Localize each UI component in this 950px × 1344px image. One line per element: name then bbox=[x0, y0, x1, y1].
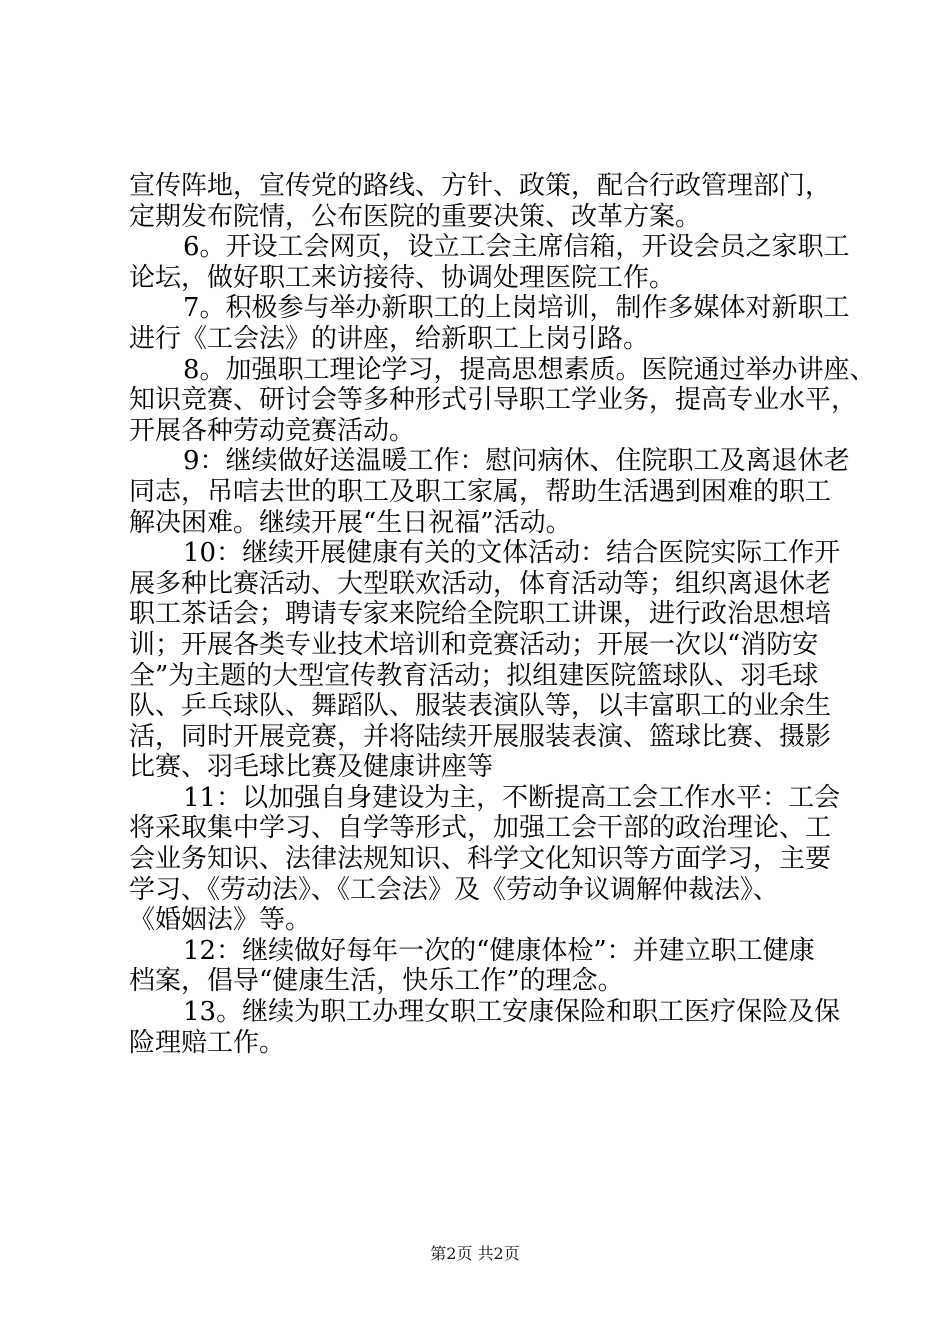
paragraph bbox=[129, 232, 850, 293]
text-line: 会业务知识、法律法规知识、科学文化知识等方面学习，主要 bbox=[129, 844, 832, 875]
text-line: 档案，倡导“健康生活，快乐工作”的理念。 bbox=[129, 966, 624, 997]
text-line: 队、乒乓球队、舞蹈队、服装表演队等，以丰富职工的业余生 bbox=[129, 691, 832, 722]
text-line: 训；开展各类专业技术培训和竞赛活动；开展一次以“消防安 bbox=[129, 629, 819, 660]
text-line: 全”为主题的大型宣传教育活动；拟组建医院篮球队、羽毛球 bbox=[129, 660, 819, 691]
paragraph bbox=[129, 538, 841, 783]
paragraph bbox=[129, 782, 841, 936]
paragraph bbox=[129, 997, 841, 1058]
paragraph bbox=[129, 936, 829, 997]
document-body bbox=[129, 171, 876, 1058]
text-line: 开展各种劳动竞赛活动。 bbox=[129, 415, 416, 446]
text-line: 10：继续开展健康有关的文体活动：结合医院实际工作开 bbox=[183, 538, 841, 569]
text-line: 8。加强职工理论学习，提高思想素质。医院通过举办讲座、 bbox=[183, 354, 876, 385]
text-line: 险理赔工作。 bbox=[129, 1027, 286, 1058]
text-line: 9：继续做好送温暖工作：慰问病休、住院职工及离退休老 bbox=[183, 446, 850, 477]
text-line: 活，同时开展竞赛，并将陆续开展服装表演、篮球比赛、摄影 bbox=[129, 721, 832, 752]
text-line: 11：以加强自身建设为主，不断提高工会工作水平：工会 bbox=[183, 782, 841, 813]
text-line: 7。积极参与举办新职工的上岗培训，制作多媒体对新职工 bbox=[183, 293, 850, 324]
text-line: 学习、《劳动法》、《工会法》及《劳动争议调解仲裁法》、 bbox=[129, 874, 780, 905]
text-line: 职工茶话会；聘请专家来院给全院职工讲课，进行政治思想培 bbox=[129, 599, 832, 630]
text-line: 解决困难。继续开展“生日祝福”活动。 bbox=[129, 507, 572, 538]
text-line: 展多种比赛活动、大型联欢活动，体育活动等；组织离退休老 bbox=[129, 568, 832, 599]
text-line: 定期发布院情，公布医院的重要决策、改革方案。 bbox=[129, 201, 702, 232]
paragraph bbox=[129, 293, 850, 354]
text-line: 比赛、羽毛球比赛及健康讲座等 bbox=[129, 752, 494, 783]
text-line: 6。开设工会网页，设立工会主席信箱，开设会员之家职工 bbox=[183, 232, 850, 263]
paragraph bbox=[129, 354, 876, 447]
text-line: 《婚姻法》等。 bbox=[129, 905, 312, 936]
text-line: 将采取集中学习、自学等形式，加强工会干部的政治理论、工 bbox=[129, 813, 832, 844]
text-line: 12：继续做好每年一次的“健康体检”：并建立职工健康 bbox=[183, 935, 815, 966]
text-line: 13。继续为职工办理女职工安康保险和职工医疗保险及保 bbox=[183, 997, 841, 1028]
paragraph bbox=[129, 171, 832, 232]
text-line: 进行《工会法》的讲座，给新职工上岗引路。 bbox=[129, 323, 650, 354]
text-line: 同志，吊唁去世的职工及职工家属，帮助生活遇到困难的职工 bbox=[129, 476, 832, 507]
paragraph bbox=[129, 446, 850, 538]
text-line: 论坛，做好职工来访接待、协调处理医院工作。 bbox=[129, 262, 676, 293]
text-line: 知识竞赛、研讨会等多种形式引导职工学业务，提高专业水平， bbox=[129, 385, 858, 416]
page-footer: 第2页 共2页 bbox=[430, 1244, 520, 1263]
text-line: 宣传阵地，宣传党的路线、方针、政策，配合行政管理部门， bbox=[129, 171, 832, 201]
